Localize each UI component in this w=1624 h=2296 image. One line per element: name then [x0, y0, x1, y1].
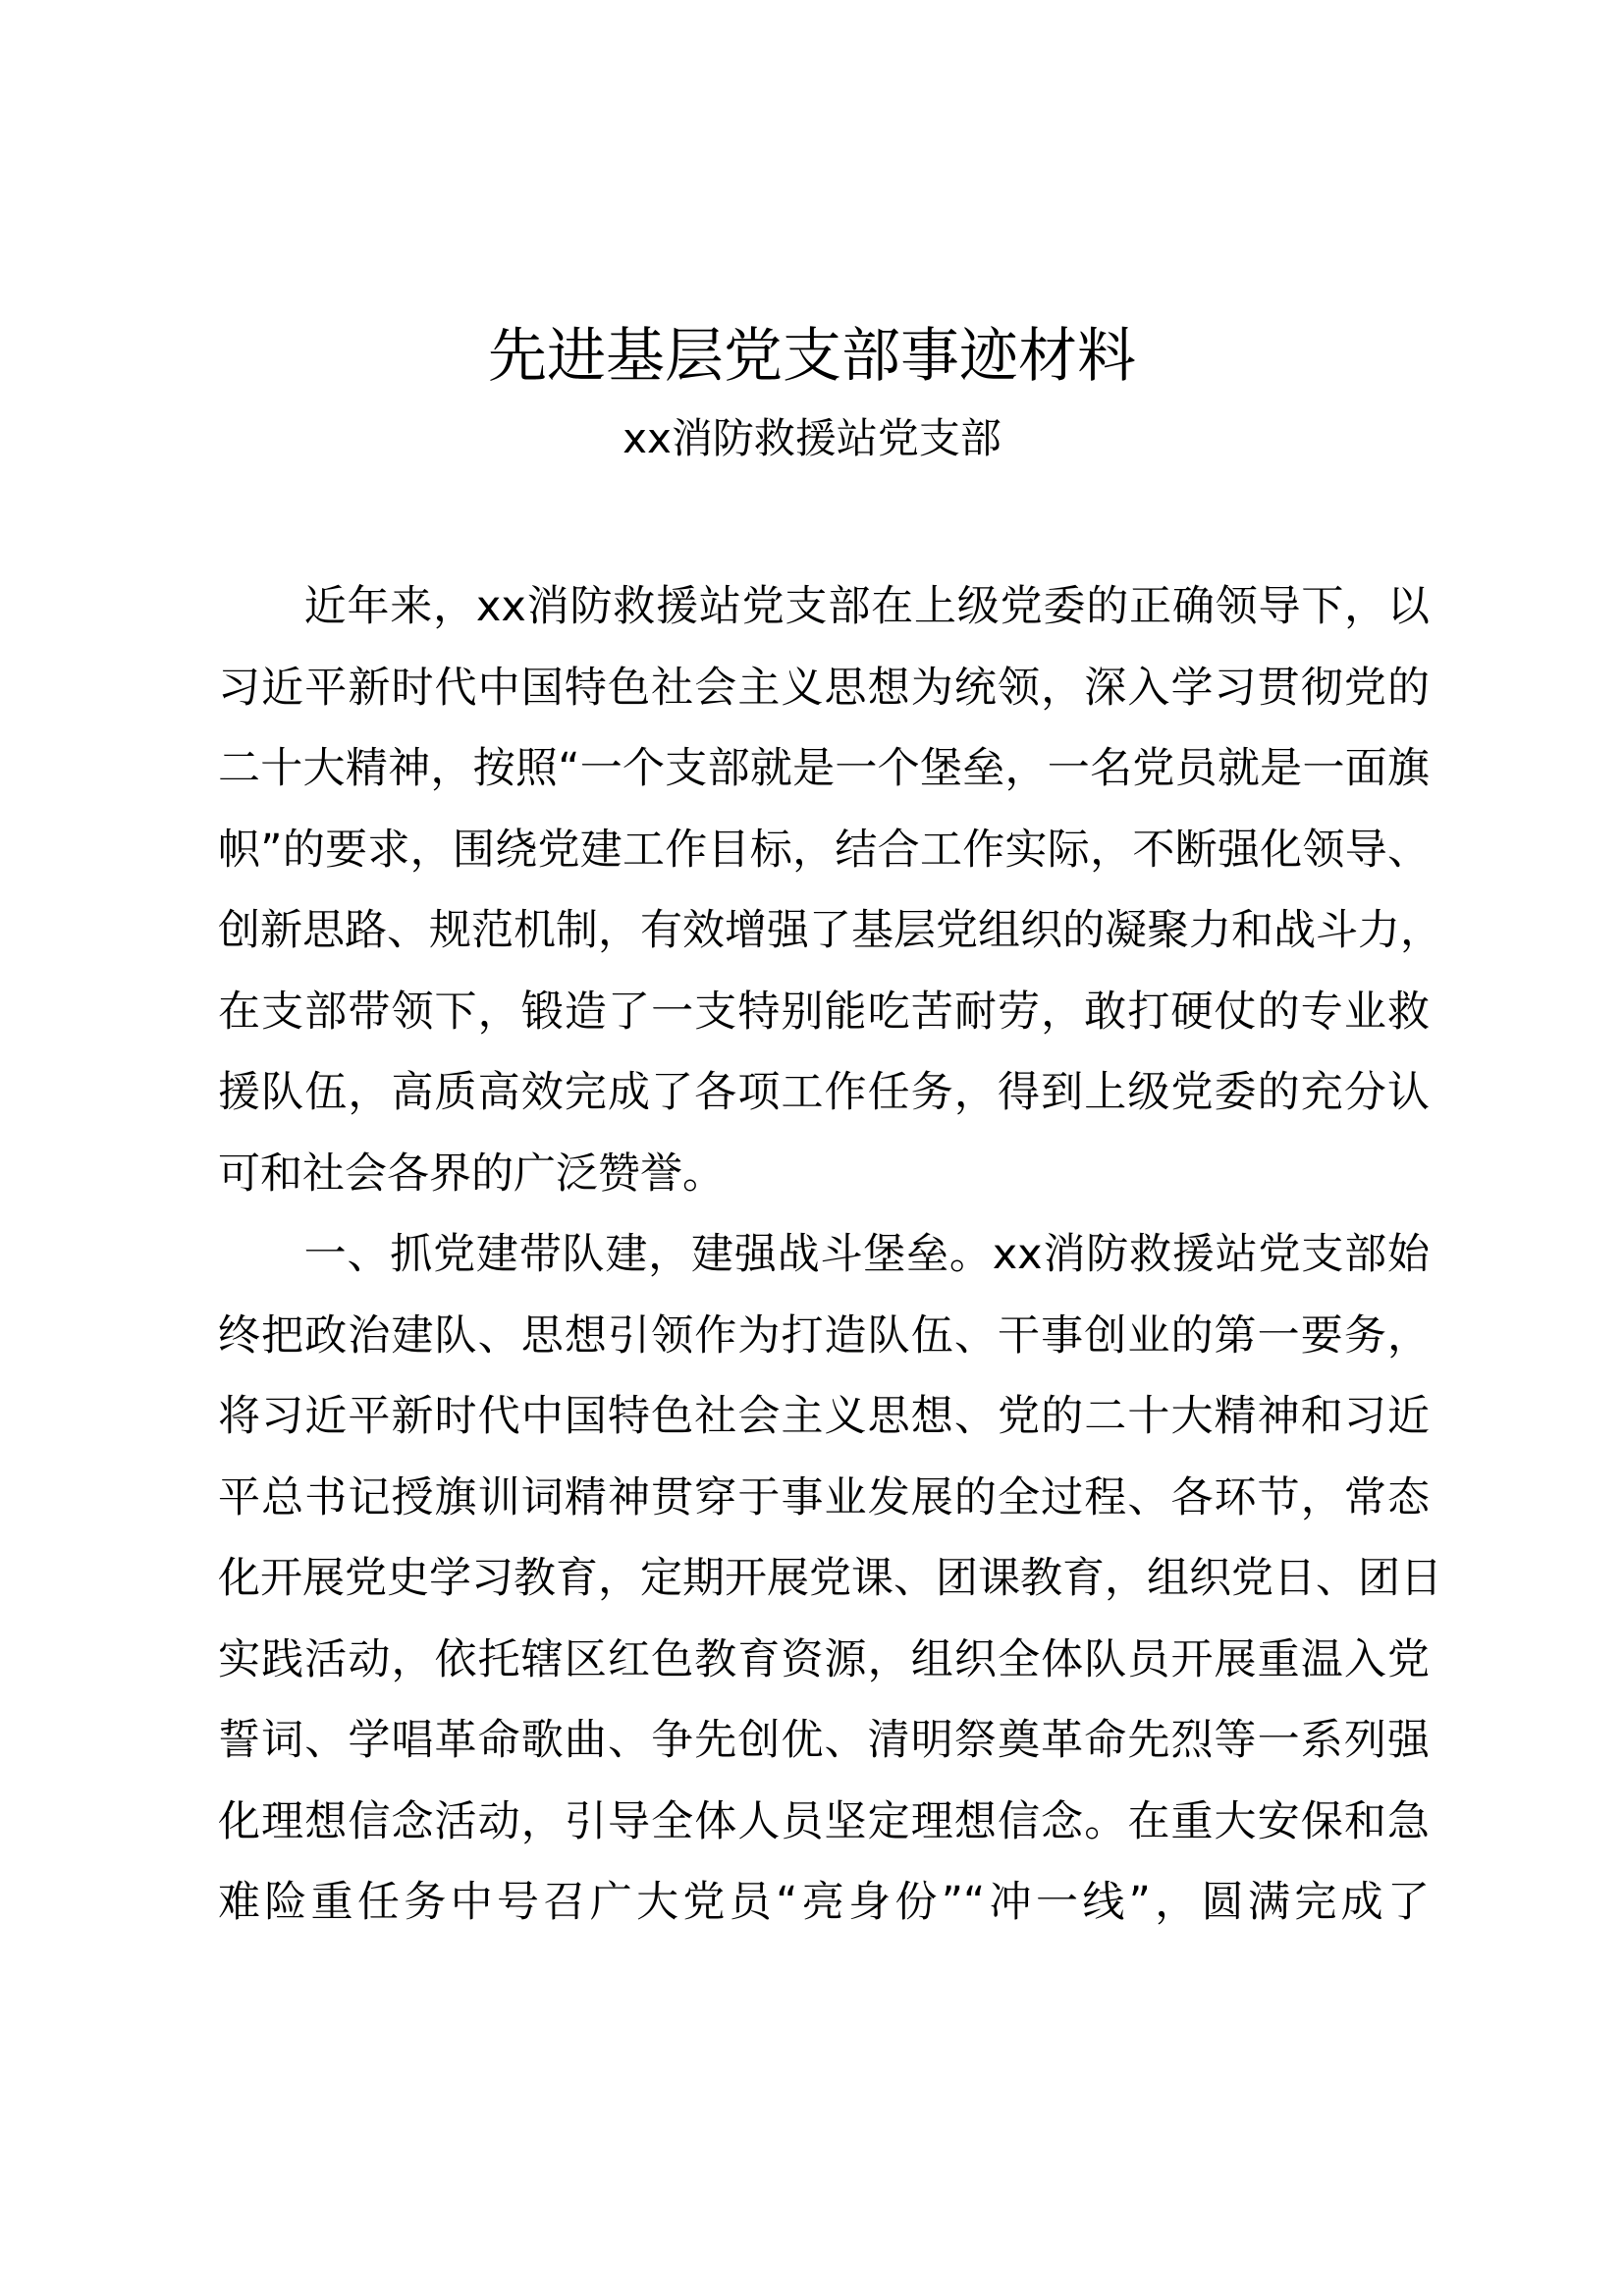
text-line: 难险重任务中号召广大党员“亮身份”“冲一线”，圆满完成了 [218, 1878, 1430, 1927]
text-line: 可和社会各界的广泛赞誉。 [218, 1148, 725, 1199]
text-line: 习近平新时代中国特色社会主义思想为统领，深入学习贯彻党的 [218, 663, 1430, 713]
text-line: 二十大精神，按照“一个支部就是一个堡垒，一名党员就是一面旗 [218, 744, 1430, 793]
text-line: 誓词、学唱革命歌曲、争先创优、清明祭奠革命先烈等一系列强 [218, 1716, 1430, 1765]
text-line: 在支部带领下，锻造了一支特别能吃苦耐劳，敢打硬仗的专业救 [218, 987, 1430, 1037]
text-line: 化开展党史学习教育，定期开展党课、团课教育，组织党日、团日 [218, 1554, 1442, 1603]
text-line: 帜”的要求，围绕党建工作目标，结合工作实际，不断强化领导、 [218, 825, 1430, 875]
text-line: 实践活动，依托辖区红色教育资源，组织全体队员开展重温入党 [218, 1634, 1430, 1684]
text-line: 一、抓党建带队建，建强战斗堡垒。xx消防救援站党支部始 [218, 1230, 1430, 1279]
text-line: 终把政治建队、思想引领作为打造队伍、干事创业的第一要务， [218, 1310, 1430, 1361]
document-title: 先进基层党支部事迹材料 [488, 322, 1136, 391]
text-line: 创新思路、规范机制，有效增强了基层党组织的凝聚力和战斗力， [218, 906, 1442, 955]
text-line: 平总书记授旗训词精神贯穿于事业发展的全过程、各环节，常态 [218, 1472, 1430, 1522]
text-line: 将习近平新时代中国特色社会主义思想、党的二十大精神和习近 [218, 1392, 1430, 1441]
text-line: 近年来，xx消防救援站党支部在上级党委的正确领导下，以 [218, 582, 1430, 631]
text-line: 化理想信念活动，引导全体人员坚定理想信念。在重大安保和急 [218, 1796, 1430, 1846]
document-subtitle: xx消防救援站党支部 [623, 414, 1001, 462]
document-body [218, 566, 1442, 1944]
text-line: 援队伍，高质高效完成了各项工作任务，得到上级党委的充分认 [218, 1068, 1430, 1117]
